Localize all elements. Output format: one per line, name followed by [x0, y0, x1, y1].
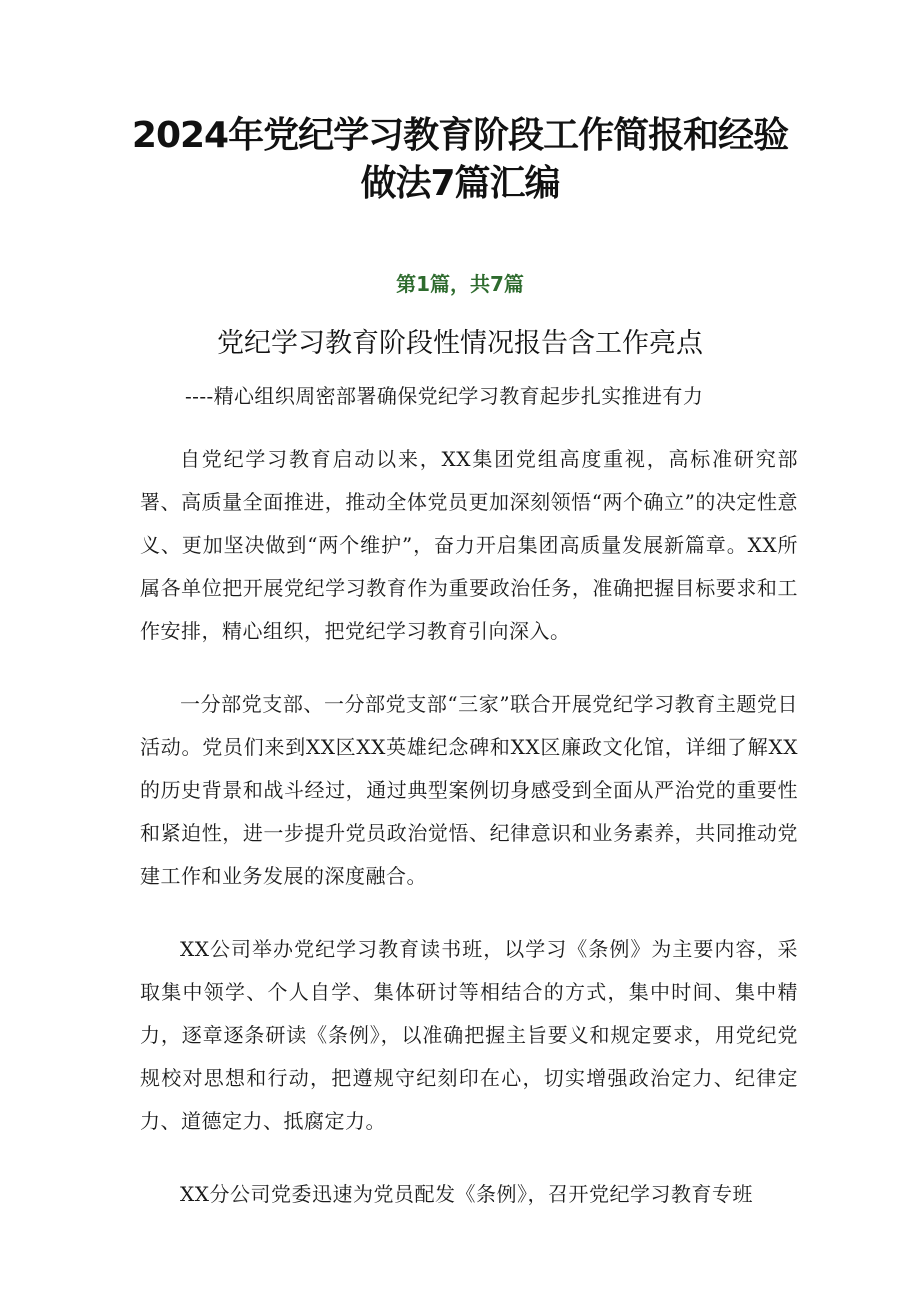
paragraph: 一分部党支部、一分部党支部“三家”联合开展党纪学习教育主题党日活动。党员们来到XX区XX英雄纪念碑和XX区廉政文化馆，详细了解XX的历史背景和战斗经过，通过典型案例切身感受到全面从严治党的重要性和紧迫性，进一步提升党员政治觉悟、纪律意识和业务素养，共同推动党建工作和业务发展的深度融合。 [140, 692, 798, 888]
article-subtitle: ----精心组织周密部署确保党纪学习教育起步扎实推进有力 [185, 384, 704, 408]
document-title: 2024年党纪学习教育阶段工作简报和经验做法7篇汇编 [131, 115, 789, 204]
article-title: 党纪学习教育阶段性情况报告含工作亮点 [217, 328, 703, 359]
paragraph: 自党纪学习教育启动以来，XX集团党组高度重视，高标准研究部署、高质量全面推进，推动全体党员更加深刻领悟“两个确立”的决定性意义、更加坚决做到“两个维护”，奋力开启集团高质量发展新篇章。XX所属各单位把开展党纪学习教育作为重要政治任务，准确把握目标要求和工作安排，精心组织，把党纪学习教育引向深入。 [140, 447, 798, 643]
paragraph: XX分公司党委迅速为党员配发《条例》，召开党纪学习教育专班 [180, 1182, 753, 1206]
paragraph: XX公司举办党纪学习教育读书班，以学习《条例》为主要内容，采取集中领学、个人自学、集体研讨等相结合的方式，集中时间、集中精力，逐章逐条研读《条例》，以准确把握主旨要义和规定要求，用党纪党规校对思想和行动，把遵规守纪刻印在心，切实增强政治定力、纪律定力、道德定力、抵腐定力。 [140, 937, 798, 1133]
part-label: 第1篇，共7篇 [396, 272, 524, 296]
article-body [140, 438, 798, 1216]
